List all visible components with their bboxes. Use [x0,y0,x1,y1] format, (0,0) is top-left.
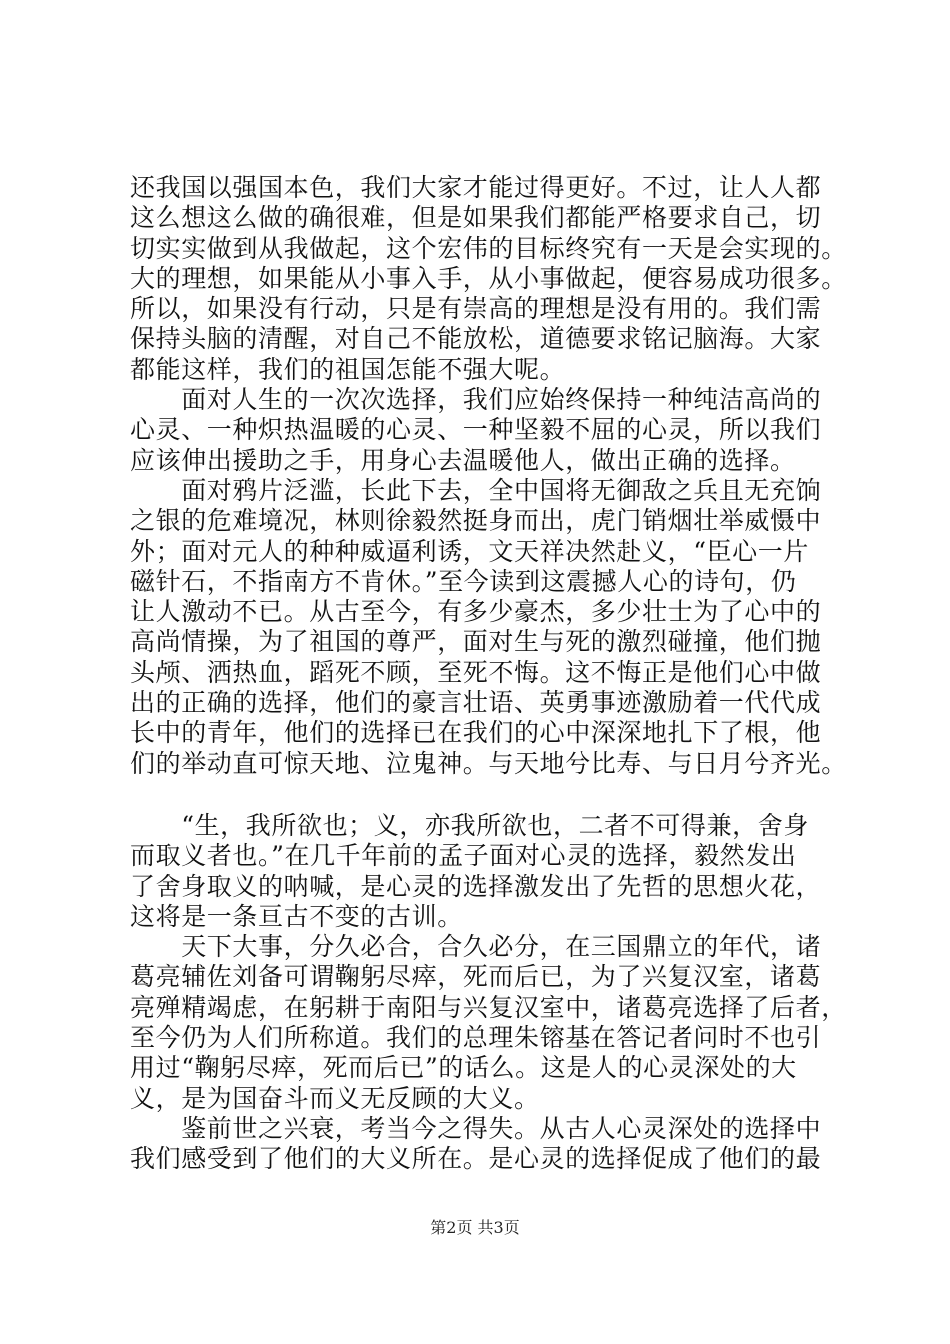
text-line: 心灵、一种炽热温暖的心灵、一种坚毅不屈的心灵，所以我们 [130,415,822,445]
text-line: 所以，如果没有行动，只是有崇高的理想是没有用的。我们需 [130,294,822,324]
text-line: 至今仍为人们所称道。我们的总理朱镕基在答记者问时不也引 [130,1023,822,1053]
text-line: 应该伸出援助之手，用身心去温暖他人，做出正确的选择。 [130,445,796,475]
text-line: 用过“鞠躬尽瘁，死而后已”的话么。这是人的心灵深处的大 [130,1053,797,1083]
text-line: 之银的危难境况，林则徐毅然挺身而出，虎门销烟壮举威慑中 [130,506,822,536]
text-line: 葛亮辅佐刘备可谓鞠躬尽瘁，死而后已，为了兴复汉室，诸葛 [130,962,822,992]
text-line: 这将是一条亘古不变的古训。 [130,901,463,931]
text-line: 高尚情操，为了祖国的尊严，面对生与死的激烈碰撞，他们抛 [130,627,822,657]
text-line: 鉴前世之兴衰，考当今之得失。从古人心灵深处的选择中 [130,1113,822,1143]
text-line: 了舍身取义的呐喊，是心灵的选择激发出了先哲的思想火花， [130,871,822,901]
text-line: 亮殚精竭虑，在躬耕于南阳与兴复汉室中，诸葛亮选择了后者， [130,992,847,1022]
text-line: 让人激动不已。从古至今，有多少豪杰，多少壮士为了心中的 [130,597,822,627]
text-line: 保持头脑的清醒，对自己不能放松，道德要求铭记脑海。大家 [130,324,822,354]
text-line: 都能这样，我们的祖国怎能不强大呢。 [130,354,566,384]
text-line: 头颅、洒热血，蹈死不顾，至死不悔。这不悔正是他们心中做 [130,657,822,687]
text-line: 磁针石，不指南方不肯休。”至今读到这震撼人心的诗句，仍 [130,566,797,596]
paragraph-gap [130,779,820,811]
text-line: 面对人生的一次次选择，我们应始终保持一种纯洁高尚的 [130,385,822,415]
text-line: 还我国以强国本色，我们大家才能过得更好。不过，让人人都 [130,173,822,202]
document-body [130,173,847,1175]
text-line: 们的举动直可惊天地、泣鬼神。与天地兮比寿、与日月兮齐光。 [130,748,847,778]
text-line: 我们感受到了他们的大义所在。是心灵的选择促成了他们的最 [130,1144,822,1174]
text-line: 大的理想，如果能从小事入手，从小事做起，便容易成功很多。 [130,263,847,293]
text-line: 而取义者也。”在几千年前的孟子面对心灵的选择，毅然发出 [130,841,797,871]
text-line: 这么想这么做的确很难，但是如果我们都能严格要求自己，切 [130,203,822,233]
text-line: 面对鸦片泛滥，长此下去，全中国将无御敌之兵且无充饷 [130,475,822,505]
text-line: 天下大事，分久必合，合久必分，在三国鼎立的年代，诸 [130,932,822,962]
text-line: 出的正确的选择，他们的豪言壮语、英勇事迹激励着一代代成 [130,688,822,718]
text-line: 切实实做到从我做起，这个宏伟的目标终究有一天是会实现的。 [130,233,847,263]
page-footer: 第2页 共3页 [430,1218,520,1237]
text-line: “生，我所欲也；义，亦我所欲也，二者不可得兼，舍身 [130,810,809,840]
text-line: 长中的青年，他们的选择已在我们的心中深深地扎下了根，他 [130,718,822,748]
text-line: 外；面对元人的种种威逼利诱，文天祥决然赴义，“臣心一片 [130,536,809,566]
text-line: 义，是为国奋斗而义无反顾的大义。 [130,1083,540,1113]
